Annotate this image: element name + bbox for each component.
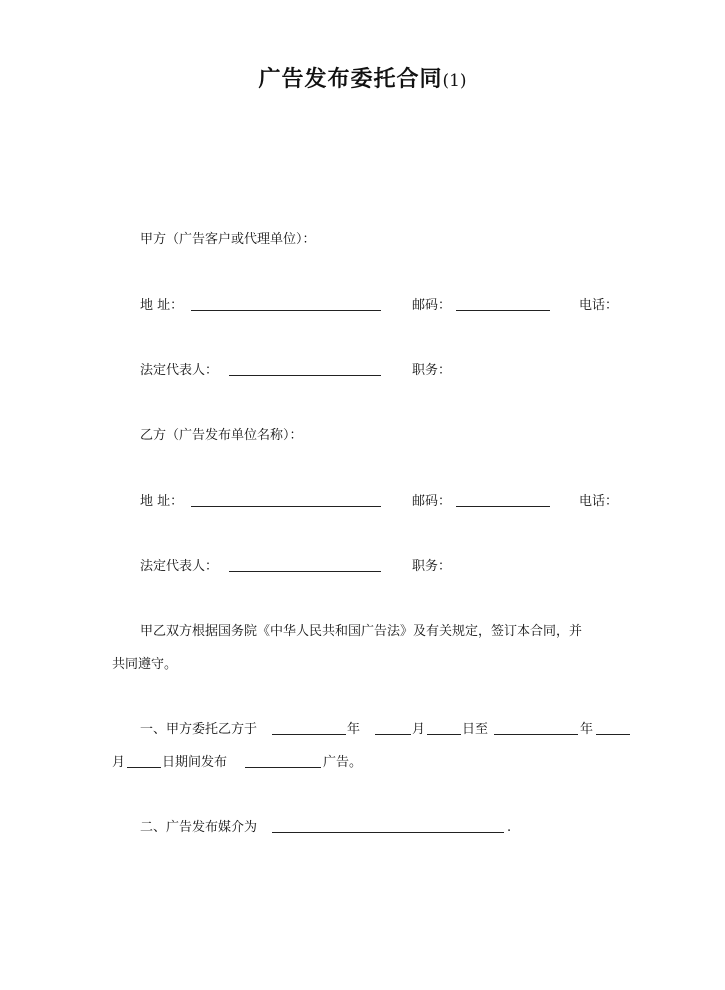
party-b-address-field[interactable] bbox=[191, 492, 381, 507]
party-b-rep-label: 法定代表人： bbox=[140, 559, 219, 574]
party-a-postcode-label: 邮码： bbox=[412, 298, 452, 313]
party-b-address-label: 地 址： bbox=[140, 494, 184, 509]
party-a-position-label: 职务： bbox=[412, 363, 452, 378]
start-day-to: 日至 bbox=[462, 722, 489, 737]
clause-2-prefix: 二、广告发布媒介为 bbox=[140, 820, 258, 835]
title-suffix: (1) bbox=[442, 71, 467, 91]
end-month-unit: 月 bbox=[112, 755, 126, 770]
start-day-field[interactable] bbox=[427, 720, 461, 735]
ad-medium-field[interactable] bbox=[272, 818, 504, 833]
party-a-postcode-field[interactable] bbox=[456, 296, 550, 311]
title-main: 广告发布委托合同 bbox=[258, 67, 443, 92]
party-b-postcode-field[interactable] bbox=[456, 492, 550, 507]
end-day-field[interactable] bbox=[127, 753, 161, 768]
party-a-rep-field[interactable] bbox=[229, 361, 381, 376]
clause-2-end: . bbox=[507, 820, 512, 835]
party-b-rep-field[interactable] bbox=[229, 557, 381, 572]
party-b-position-label: 职务： bbox=[412, 559, 452, 574]
start-year-field[interactable] bbox=[272, 720, 346, 735]
start-month-unit: 月 bbox=[412, 722, 426, 737]
party-a-rep-label: 法定代表人： bbox=[140, 363, 219, 378]
end-year-unit: 年 bbox=[580, 722, 594, 737]
party-a-heading: 甲方（广告客户或代理单位）： bbox=[140, 232, 316, 247]
end-month-blank-field[interactable] bbox=[596, 720, 630, 735]
clause-1-end: 广告。 bbox=[323, 755, 363, 770]
party-b-postcode-label: 邮码： bbox=[412, 494, 452, 509]
end-year-field[interactable] bbox=[494, 720, 578, 735]
clause-1-prefix: 一、甲方委托乙方于 bbox=[140, 722, 258, 737]
party-b-heading: 乙方（广告发布单位名称）： bbox=[140, 428, 303, 443]
party-a-address-label: 地 址： bbox=[140, 298, 184, 313]
ad-content-field[interactable] bbox=[245, 753, 321, 768]
intro-line-2: 共同遵守。 bbox=[112, 657, 178, 672]
party-a-address-field[interactable] bbox=[191, 296, 381, 311]
start-year-unit: 年 bbox=[347, 722, 361, 737]
intro-line-1: 甲乙双方根据国务院《中华人民共和国广告法》及有关规定，签订本合同，并 bbox=[140, 624, 583, 639]
document-title bbox=[0, 62, 725, 93]
party-a-phone-label: 电话： bbox=[579, 298, 619, 313]
end-day-text: 日期间发布 bbox=[162, 755, 228, 770]
start-month-field[interactable] bbox=[375, 720, 411, 735]
party-b-phone-label: 电话： bbox=[579, 494, 619, 509]
